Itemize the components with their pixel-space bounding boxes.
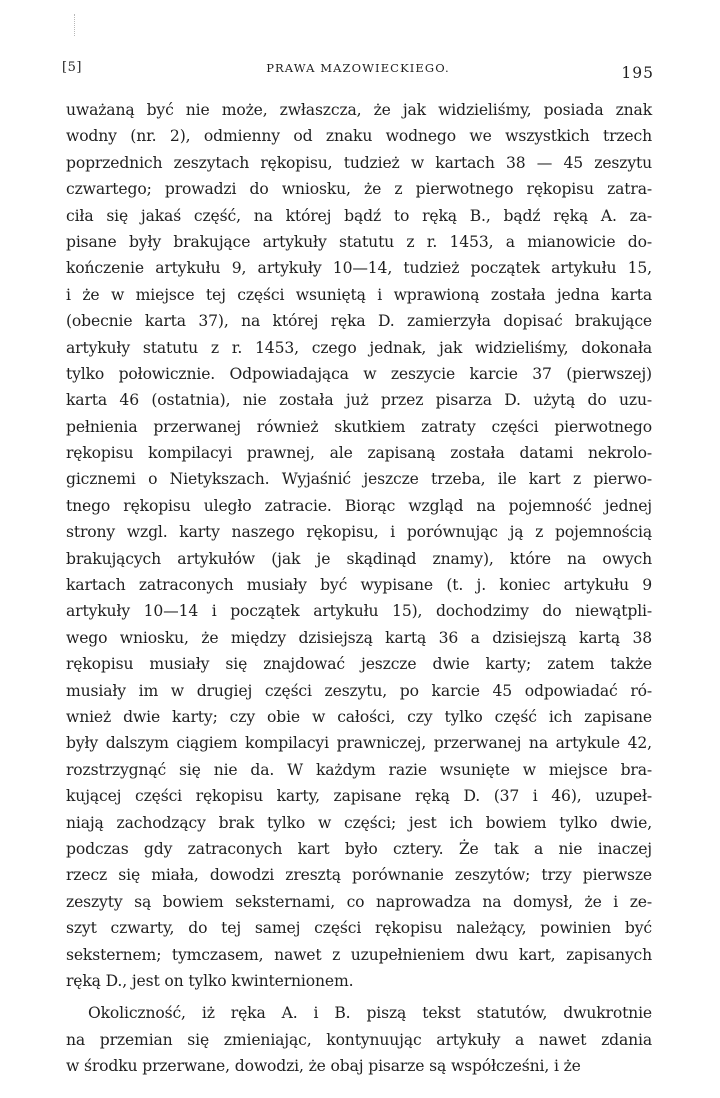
text-line: artykuły 10—14 i początek artykułu 15), dochodzimy do niewątpli-: [66, 602, 652, 621]
text-line: (obecnie karta 37), na której ręka D. zamierzyła dopisać brakujące: [66, 312, 652, 331]
text-line: brakujących artykułów (jak je skądinąd znamy), które na owych: [66, 549, 652, 568]
text-line: poprzednich zeszytach rękopisu, tudzież w kartach 38 — 45 zeszytu: [66, 153, 652, 172]
text-line: podczas gdy zatraconych kart było cztery. Że tak a nie inaczej: [66, 839, 652, 858]
signature-mark: [5]: [62, 60, 82, 75]
text-line: Okoliczność, iż ręka A. i B. piszą tekst statutów, dwukrotnie: [88, 1004, 652, 1023]
page-number: 195: [621, 64, 654, 82]
text-line: wodny (nr. 2), odmienny od znaku wodnego we wszystkich trzech: [66, 127, 652, 146]
text-line: gicznemi o Nietykszach. Wyjaśnić jeszcze trzeba, ile kart z pierwo-: [66, 470, 652, 489]
text-line: uważaną być nie może, zwłaszcza, że jak widzieliśmy, posiada znak: [66, 101, 652, 119]
text-line: zeszyty są bowiem seksternami, co naprowadza na domysł, że i ze-: [66, 892, 652, 911]
text-line: rękopisu musiały się znajdować jeszcze dwie karty; zatem także: [66, 655, 652, 674]
text-line: w środku przerwane, dowodzi, że obaj pisarze są współcześni, i że: [66, 1057, 581, 1076]
text-line: na przemian się zmieniając, kontynuując artykuły a nawet zdania: [66, 1030, 652, 1049]
text-line: kończenie artykułu 9, artykuły 10—14, tudzież początek artykułu 15,: [66, 259, 652, 278]
text-line: czwartego; prowadzi do wniosku, że z pierwotnego rękopisu zatra-: [66, 180, 652, 199]
text-line: karta 46 (ostatnia), nie została już przez pisarza D. użytą do uzu-: [66, 391, 652, 410]
text-line: seksternem; tymczasem, nawet z uzupełnieniem dwu kart, zapisanych: [66, 945, 652, 964]
text-line: wego wniosku, że między dzisiejszą kartą 36 a dzisiejszą kartą 38: [66, 628, 652, 647]
text-line: artykuły statutu z r. 1453, czego jednak, jak widzieliśmy, dokonała: [66, 338, 652, 357]
text-line: pełnienia przerwanej również skutkiem zatraty części pierwotnego: [66, 417, 652, 436]
body-text: [66, 97, 652, 1079]
running-title: PRAWA MAZOWIECKIEGO.: [266, 61, 450, 75]
text-line: rzecz się miała, dowodzi zresztą porównanie zeszytów; trzy pierwsze: [66, 866, 652, 885]
page-header: [62, 58, 654, 84]
text-line: tylko połowicznie. Odpowiadająca w zeszycie karcie 37 (pierwszej): [66, 364, 652, 383]
text-line: musiały im w drugiej części zeszytu, po karcie 45 odpowiadać ró-: [66, 681, 652, 700]
text-line: szyt czwarty, do tej samej części rękopisu należący, powinien być: [66, 919, 652, 938]
text-line: i że w miejsce tej części wsuniętą i wprawioną została jedna karta: [66, 285, 652, 304]
text-line: tnego rękopisu uległo zatracie. Biorąc wzgląd na pojemność jednej: [66, 496, 652, 515]
text-line: rękopisu kompilacyi prawnej, ale zapisaną została datami nekrolo-: [66, 444, 652, 463]
text-line: ciła się jakaś część, na której bądź to ręką B., bądź ręką A. za-: [66, 206, 652, 225]
paragraph: [66, 97, 652, 994]
text-line: były dalszym ciągiem kompilacyi prawniczej, przerwanej na artykule 42,: [66, 734, 652, 753]
paper-edge-mark: [74, 14, 76, 36]
text-line: pisane były brakujące artykuły statutu z r. 1453, a mianowicie do-: [66, 232, 652, 251]
paragraph: [66, 1000, 652, 1079]
text-line: rozstrzygnąć się nie da. W każdym razie wsunięte w miejsce bra-: [66, 760, 652, 779]
text-line: wnież dwie karty; czy obie w całości, czy tylko część ich zapisane: [66, 707, 652, 726]
text-line: ręką D., jest on tylko kwinternionem.: [66, 971, 354, 990]
text-line: niają zachodzący brak tylko w części; jest ich bowiem tylko dwie,: [66, 813, 652, 832]
text-line: strony wzgl. karty naszego rękopisu, i porównując ją z pojemnością: [66, 523, 652, 542]
text-line: kartach zatraconych musiały być wypisane (t. j. koniec artykułu 9: [66, 576, 652, 595]
text-line: kującej części rękopisu karty, zapisane ręką D. (37 i 46), uzupeł-: [66, 787, 652, 806]
